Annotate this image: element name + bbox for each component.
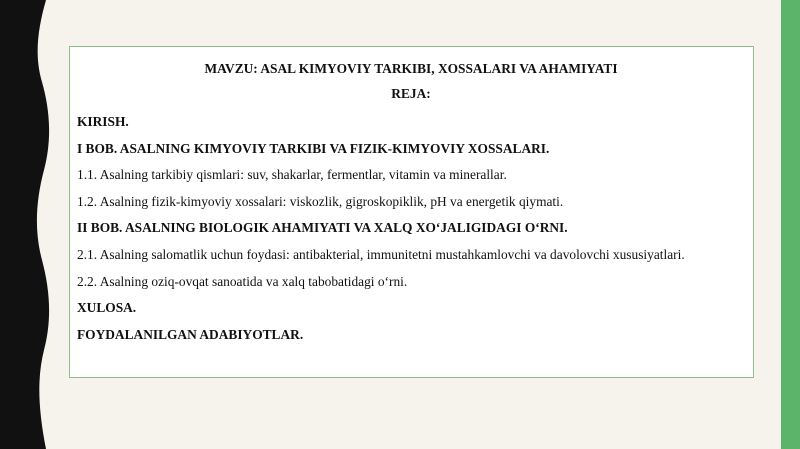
references-item: FOYDALANILGAN ADABIYOTLAR.: [77, 326, 304, 342]
section-2-2: 2.2. Asalning oziq-ovqat sanoatida va xalq tabobatidagi o‘rni.: [77, 273, 408, 289]
section-1-1: 1.1. Asalning tarkibiy qismlari: suv, shakarlar, fermentlar, vitamin va minerallar.: [77, 167, 507, 183]
chapter-two-heading: II BOB. ASALNING BIOLOGIK AHAMIYATI VA XALQ XO‘JALIGIDAGI O‘RNI.: [77, 220, 568, 236]
page-title: MAVZU: ASAL KIMYOVIY TARKIBI, XOSSALARI VA AHAMIYATI: [204, 61, 618, 76]
decorative-left-band: [0, 0, 70, 449]
chapter-one-heading: I BOB. ASALNING KIMYOVIY TARKIBI VA FIZIK-KIMYOVIY XOSSALARI.: [77, 140, 550, 156]
conclusion-item: XULOSA.: [77, 300, 137, 316]
plan-heading: REJA:: [391, 86, 431, 101]
accent-stripe: [781, 0, 800, 449]
section-1-2: 1.2. Asalning fizik-kimyoviy xossalari: viskozlik, gigroskopiklik, pH va energetik qiymati.: [77, 193, 564, 209]
slide-content-box: [69, 46, 754, 378]
intro-item: KIRISH.: [77, 114, 129, 129]
section-2-1: 2.1. Asalning salomatlik uchun foydasi: antibakterial, immunitetni mustahkamlovchi va davolovchi xususiyatlari.: [77, 246, 685, 262]
